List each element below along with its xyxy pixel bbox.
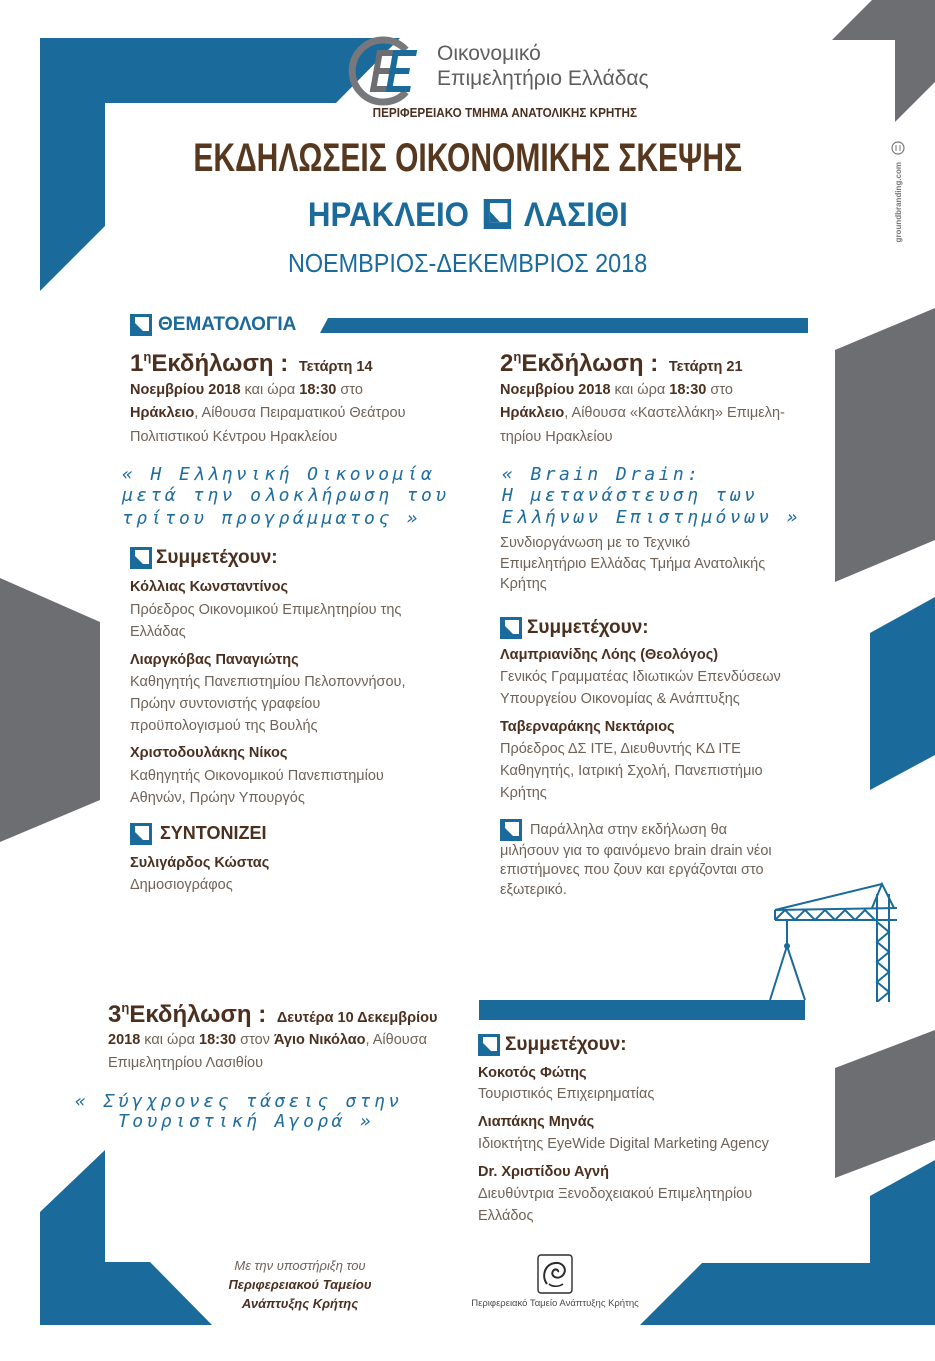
event2-label: Εκδήλωση : xyxy=(521,350,659,377)
top-right-gray-corner xyxy=(832,0,935,122)
event2-venue-line xyxy=(500,403,785,423)
event1-time-line xyxy=(130,380,363,400)
event2-number: 2 xyxy=(500,350,514,377)
event2-venue-cont: τηρίου Ηρακλείου xyxy=(500,429,613,445)
city-lasithi: ΛΑΣΙΘΙ xyxy=(523,196,628,234)
participant-name: Χριστοδουλάκης Νίκος xyxy=(130,745,288,761)
event1-label: Εκδήλωση : xyxy=(151,350,289,377)
event1-venue-cont: Πολιτιστικού Κέντρου Ηρακλείου xyxy=(130,429,338,445)
participant-role: Πρόεδρος Οικονομικού Επιμελητηρίου της xyxy=(130,602,402,618)
event3-time-prefix: και ώρα xyxy=(144,1032,195,1048)
participant-role: Καθηγητής Οικονομικού Πανεπιστημίου xyxy=(130,768,384,784)
event3-label: Εκδήλωση : xyxy=(129,1001,267,1028)
participant-name: Dr. Χριστίδου Αγνή xyxy=(478,1164,609,1180)
coordinator-name: Συλιγάρδος Κώστας xyxy=(130,855,270,871)
event3-time-line xyxy=(108,1030,427,1050)
event2-ordinal-suffix: η xyxy=(513,349,522,364)
participant-role: Καθηγητής Πανεπιστημίου Πελοποννήσου, xyxy=(130,674,406,690)
frame-icon xyxy=(500,617,522,639)
event2-quote-line: Ελλήνων Επιστημόνων » xyxy=(502,507,801,528)
dates-subtitle xyxy=(0,248,935,278)
department-title-text: ΠΕΡΙΦΕΡΕΙΑΚΟ ΤΜΗΜΑ ΑΝΑΤΟΛΙΚΗΣ ΚΡΗΤΗΣ xyxy=(372,105,638,120)
event3-place-prefix: στον xyxy=(240,1032,270,1048)
org-name-line1: Οικονομικό xyxy=(437,42,541,65)
event1-city: Ηράκλειο xyxy=(130,405,195,421)
event2-place-prefix: στο xyxy=(710,382,733,398)
right-gray-band xyxy=(835,308,935,582)
left-gray-band xyxy=(0,578,100,842)
participant-name: Λαμπριανίδης Λόης (Θεολόγος) xyxy=(500,647,719,663)
event1-number: 1 xyxy=(130,350,144,377)
crane-illustration xyxy=(760,880,900,1002)
event3-venue: , Αίθουσα xyxy=(365,1032,428,1048)
participant-role: προϋπολογισμού της Βουλής xyxy=(130,718,318,734)
event1-coordinator-label: ΣΥΝΤΟΝΙΖΕΙ xyxy=(160,823,267,843)
event1-venue: , Αίθουσα Πειραματικού Θεάτρου xyxy=(194,405,406,421)
event2-time-prefix: και ώρα xyxy=(614,382,666,398)
support-line2: Περιφερειακού Ταμείου xyxy=(228,1277,372,1292)
coordinator-role: Δημοσιογράφος xyxy=(130,877,233,893)
event2-date: Νοεμβρίου 2018 xyxy=(500,382,611,398)
event1-quote-line: μετά την ολοκλήρωση του xyxy=(122,485,450,506)
section-bar xyxy=(320,318,808,333)
frame-icon xyxy=(483,199,511,229)
sponsor-caption: Περιφερειακό Ταμείο Ανάπτυξης Κρήτης xyxy=(471,1298,639,1309)
event1-day: Τετάρτη 14 xyxy=(298,359,373,375)
bottom-left-blue-corner xyxy=(40,1150,212,1325)
section-label: ΘΕΜΑΤΟΛΟΓΙΑ xyxy=(158,314,297,335)
frame-icon xyxy=(130,547,152,569)
participant-name: Κοκοτός Φώτης xyxy=(478,1065,587,1081)
participant-role: Ελλάδος xyxy=(478,1208,534,1224)
event3-year: 2018 xyxy=(108,1032,141,1048)
page-title xyxy=(0,136,935,180)
participant-role: Καθηγητής, Ιατρική Σχολή, Πανεπιστήμιο xyxy=(500,763,763,779)
right-blue-band xyxy=(870,597,935,790)
participant-name: Λιαπάκης Μηνάς xyxy=(478,1114,595,1130)
event3-participants-label: Συμμετέχουν: xyxy=(505,1034,627,1055)
crane-platform-bar xyxy=(479,1000,805,1020)
event2-city: Ηράκλειο xyxy=(500,405,565,421)
support-text xyxy=(200,1256,400,1313)
frame-icon xyxy=(130,823,152,845)
org-name-line2: Επιμελητήριο Ελλάδας xyxy=(437,67,649,90)
page-title-text: ΕΚΔΗΛΩΣΕΙΣ ΟΙΚΟΝΟΜΙΚΗΣ ΣΚΕΨΗΣ xyxy=(193,136,742,180)
event3-number: 3 xyxy=(108,1001,122,1028)
event2-time-line xyxy=(500,380,733,400)
right-lower-gray-band xyxy=(835,1030,935,1178)
event2-venue: , Αίθουσα «Καστελλάκη» Επιμελη- xyxy=(564,405,785,421)
event2-heading xyxy=(500,350,743,381)
participant-name: Ταβερναράκης Νεκτάριος xyxy=(500,719,675,735)
participant-role: Διευθύντρια Ξενοδοχειακού Επιμελητηρίου xyxy=(478,1186,753,1202)
participant-role: Ελλάδας xyxy=(130,624,186,640)
event1-time-prefix: και ώρα xyxy=(244,382,296,398)
participant-role: Γενικός Γραμματέας Ιδιωτικών Επενδύσεων xyxy=(500,669,781,685)
event3-city: Άγιο Νικόλαο xyxy=(273,1032,366,1048)
event2-participants-label: Συμμετέχουν: xyxy=(527,617,649,638)
event3-venue-cont: Επιμελητηρίου Λασιθίου xyxy=(108,1055,264,1071)
event1-quote-line: « Η Ελληνική Οικονομία xyxy=(122,464,436,485)
event3-quote-line: « Σύγχρονες τάσεις στην xyxy=(75,1091,403,1112)
event1-place-prefix: στο xyxy=(340,382,363,398)
support-line1: Με την υποστήριξη του xyxy=(234,1258,366,1273)
participant-role: Αθηνών, Πρώην Υπουργός xyxy=(130,790,305,806)
event3-ordinal-suffix: η xyxy=(121,1000,130,1015)
event3-day: Δευτέρα 10 Δεκεμβρίου xyxy=(276,1010,438,1026)
event2-coorganizer-line: Συνδιοργάνωση με το Τεχνικό xyxy=(500,535,691,551)
cities-row xyxy=(0,195,935,235)
event2-note-line: εξωτερικό. xyxy=(500,882,567,898)
event2-note-line: μιλήσουν για το φαινόμενο brain drain νέοι xyxy=(500,843,772,859)
event1-heading xyxy=(130,350,373,381)
designer-credit: groundbranding.com xyxy=(894,162,903,243)
event1-quote-line: τρίτου προγράμματος » xyxy=(122,508,421,529)
event1-participants-label: Συμμετέχουν: xyxy=(156,547,278,568)
event2-coorganizer-line: Επιμελητήριο Ελλάδας Τμήμα Ανατολικής xyxy=(500,556,766,572)
participant-name: Λιαργκόβας Παναγιώτης xyxy=(130,652,299,668)
participant-role: Πρόεδρος ΔΣ ΙΤΕ, Διευθυντής ΚΔ ΙΤΕ xyxy=(500,741,741,757)
event2-quote-line: « Brain Drain: xyxy=(502,464,702,485)
event1-venue-line xyxy=(130,403,406,423)
event2-time: 18:30 xyxy=(669,382,707,398)
event2-quote-line: Η μετανάστευση των xyxy=(502,485,759,506)
event3-quote-line: Τουριστική Αγορά » xyxy=(118,1111,375,1132)
participant-role: Κρήτης xyxy=(500,785,547,801)
event2-note-line: Παράλληλα στην εκδήλωση θα xyxy=(530,822,728,838)
participant-role: Υπουργείου Οικονομίας & Ανάπτυξης xyxy=(500,691,740,707)
frame-icon xyxy=(478,1034,500,1056)
frame-icon xyxy=(130,314,152,336)
participant-role: Τουριστικός Επιχειρηματίας xyxy=(478,1086,655,1102)
event1-time: 18:30 xyxy=(299,382,337,398)
event1-date: Νοεμβρίου 2018 xyxy=(130,382,241,398)
event3-heading xyxy=(108,1001,437,1032)
participant-name: Κόλλιας Κωνσταντίνος xyxy=(130,579,289,595)
oee-logo xyxy=(346,34,426,110)
sponsor-emblem xyxy=(537,1254,573,1294)
dates-subtitle-text: ΝΟΕΜΒΡΙΟΣ-ΔΕΚΕΜΒΡΙΟΣ 2018 xyxy=(287,248,648,278)
frame-icon xyxy=(500,819,522,841)
event2-day: Τετάρτη 21 xyxy=(668,359,743,375)
participant-role: Ιδιοκτήτης EyeWide Digital Marketing Agency xyxy=(478,1136,769,1152)
event2-coorganizer-line: Κρήτης xyxy=(500,576,547,592)
credit-icon xyxy=(891,141,905,155)
participant-role: Πρώην συντονιστής γραφείου xyxy=(130,696,321,712)
event2-note-line: επιστήμονες που ζουν και εργάζονται στο xyxy=(500,862,764,878)
event1-ordinal-suffix: η xyxy=(143,349,152,364)
support-line3: Ανάπτυξης Κρήτης xyxy=(241,1296,359,1311)
department-title xyxy=(300,104,710,122)
city-heraklion: ΗΡΑΚΛΕΙΟ xyxy=(307,196,469,234)
event3-time: 18:30 xyxy=(199,1032,237,1048)
